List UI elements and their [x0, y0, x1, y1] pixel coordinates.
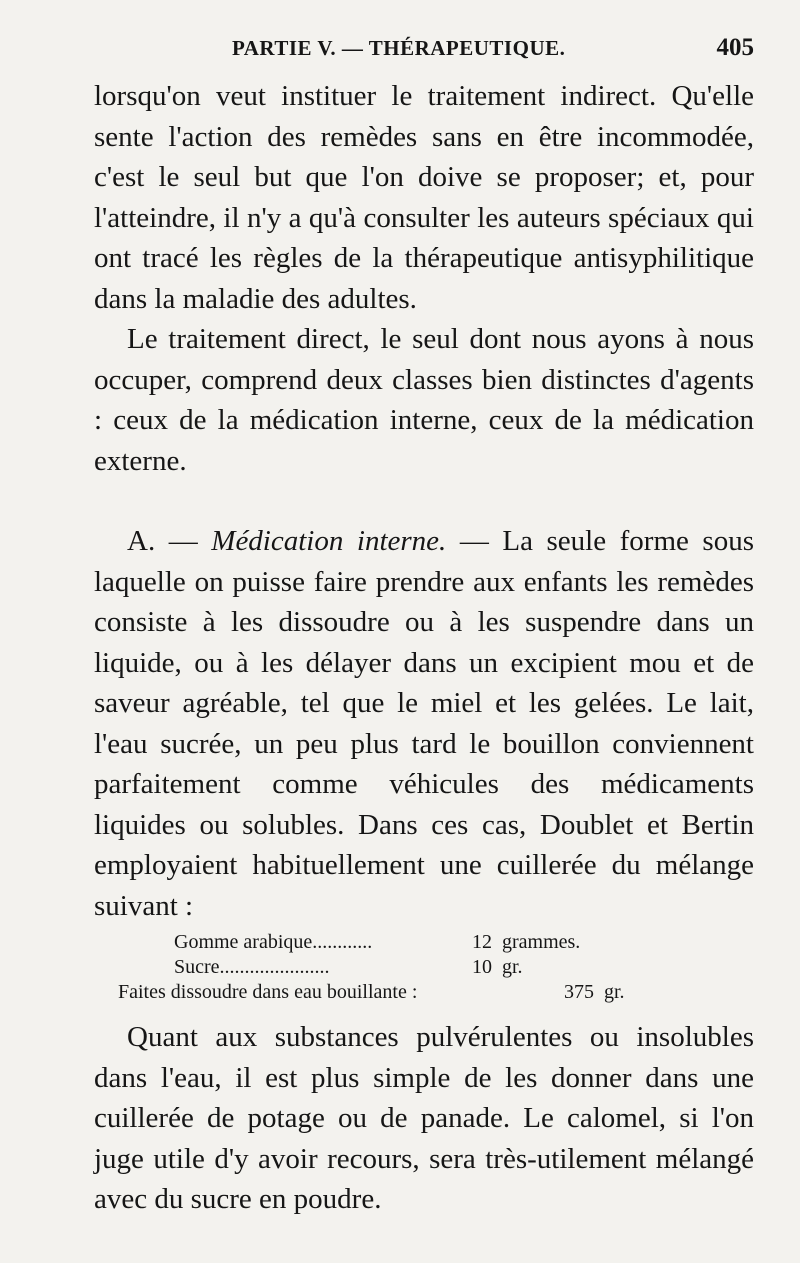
section-heading: Médication interne. — [211, 525, 447, 557]
formula-row — [94, 980, 754, 1005]
running-header — [96, 36, 754, 70]
page-number: 405 — [716, 34, 754, 61]
paragraph-3 — [94, 521, 754, 926]
formula-ingredient: Gomme arabique............ — [174, 931, 373, 953]
formula-unit: gr. — [502, 956, 523, 978]
section-text: — La seule forme sous laquelle on puisse faire prendre aux enfants les remèdes consiste à les dissoudre ou à les suspendre dans un liquide, ou à les délayer dans un excipient mou et de saveur agréable, tel que le miel et les gelées. Le lait, l'eau sucrée, un peu plus tard le bouillon conviennent parfaitement comme véhicules des médicaments liquides ou solubles. Dans ces cas, Doublet et Bertin employaient habituellement une cuillerée du mélange suivant : — [94, 525, 754, 922]
page-body — [94, 76, 754, 1220]
paragraph-4: Quant aux substances pulvérulentes ou insolubles dans l'eau, il est plus simple de les donner dans une cuillerée de potage ou de panade. Le calomel, si l'on juge utile d'y avoir recours, sera très-utilement mélangé avec du sucre en poudre. — [94, 1021, 754, 1215]
formula-table — [94, 930, 754, 1005]
paragraph-1: lorsqu'on veut instituer le traitement indirect. Qu'elle sente l'action des remèdes sans en être incommodée, c'est le seul but que l'on doive se proposer; et, pour l'atteindre, il n'y a qu'à consulter les auteurs spéciaux qui ont tracé les règles de la thérapeutique antisyphilitique dans la maladie des adultes. — [94, 80, 754, 315]
formula-ingredient: Sucre...................... — [174, 956, 330, 978]
formula-unit: grammes. — [502, 931, 581, 953]
formula-row — [94, 955, 754, 980]
formula-quantity: 10 — [472, 956, 492, 978]
formula-quantity: 375 — [564, 981, 594, 1003]
formula-instruction: Faites dissoudre dans eau bouillante : — [118, 981, 418, 1003]
formula-row — [94, 930, 754, 955]
formula-quantity: 12 — [472, 931, 492, 953]
paragraph-2: Le traitement direct, le seul dont nous ayons à nous occuper, comprend deux classes bien distinctes d'agents : ceux de la médication interne, ceux de la médication externe. — [94, 323, 754, 477]
running-title: PARTIE V. — THÉRAPEUTIQUE. — [232, 36, 566, 60]
formula-unit: gr. — [604, 981, 625, 1003]
section-label: A. — — [127, 525, 212, 557]
